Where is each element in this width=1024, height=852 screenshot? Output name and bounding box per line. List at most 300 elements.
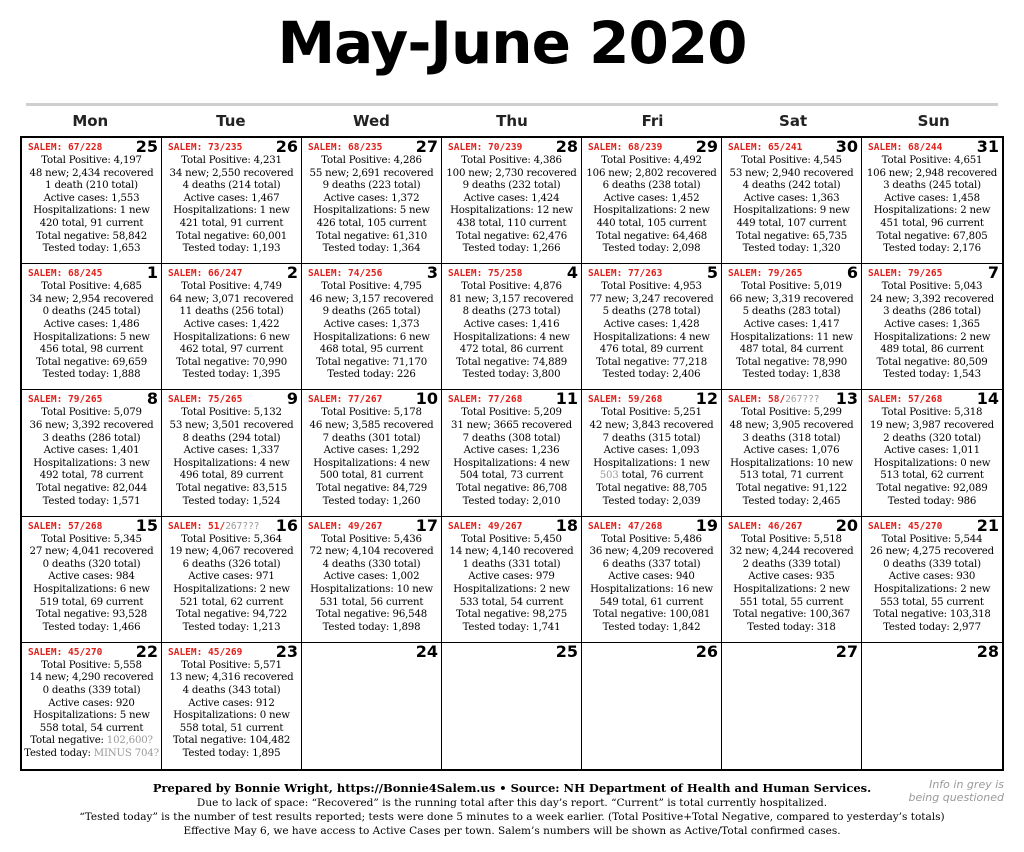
calendar-day-cell (302, 138, 442, 264)
stat-line: 14 new; 4,140 recovered (449, 546, 574, 558)
day-stats (862, 534, 1002, 635)
stat-line: 42 new; 3,843 recovered (589, 419, 714, 431)
stat-line: 11 deaths (256 total) (179, 306, 284, 318)
stat-line: 55 new; 2,691 recovered (309, 167, 434, 179)
day-number: 1 (146, 264, 158, 283)
day-stats (302, 407, 441, 508)
grey-note-line-1: Info in grey is (929, 778, 1004, 791)
salem-cases-text: SALEM: 79/265 (28, 394, 103, 406)
stat-line: 8 deaths (294 total) (182, 432, 281, 444)
day-stats (722, 155, 861, 256)
stat-line: Hospitalizations: 0 new (873, 457, 991, 469)
calendar-day-cell (442, 643, 582, 769)
stat-line: Hospitalizations: 4 new (173, 457, 290, 469)
stat-line: Hospitalizations: 5 new (33, 710, 150, 722)
stat-line: Tested today: 2,098 (602, 243, 701, 255)
day-number: 28 (976, 642, 999, 661)
salem-cases-text: SALEM: 45/269 (168, 646, 243, 658)
salem-cases-text: SALEM: 77/267 (308, 394, 383, 406)
stat-line: Total negative: 60,001 (175, 230, 288, 242)
day-number: 5 (706, 264, 718, 283)
day-stats (862, 155, 1002, 256)
stat-line: Active cases: 971 (188, 571, 275, 583)
calendar-day-cell (862, 517, 1002, 643)
salem-cases (308, 268, 382, 280)
day-stats (302, 534, 441, 635)
stat-line: 19 new; 4,067 recovered (169, 546, 294, 558)
stat-line: Hospitalizations: 4 new (453, 457, 570, 469)
stat-line: Tested today: 1,838 (742, 369, 841, 381)
stat-line: 9 deaths (232 total) (462, 180, 561, 192)
calendar-day-cell (22, 643, 162, 769)
stat-line: 533 total, 54 current (459, 596, 564, 608)
stat-line: 48 new; 2,434 recovered (29, 167, 154, 179)
calendar-day-cell (162, 643, 302, 769)
stat-line: Tested today: 1,364 (322, 243, 421, 255)
stat-line: 468 total, 95 current (319, 344, 424, 356)
salem-cases-text: SALEM: 57/268 (868, 394, 943, 406)
day-number: 19 (695, 516, 718, 535)
stat-line: Total Positive: 5,571 (181, 659, 282, 671)
stat-line: Active cases: 1,467 (183, 192, 280, 204)
salem-questioned-total: 267??? (225, 520, 260, 532)
day-stats (722, 407, 861, 508)
day-stats (582, 407, 721, 508)
salem-cases (28, 521, 102, 533)
stat-line: Tested today: 2,039 (602, 495, 701, 507)
day-number: 17 (415, 516, 438, 535)
stat-line: 6 deaths (326 total) (182, 558, 281, 570)
stat-line: 449 total, 107 current (736, 217, 847, 229)
stat-line: Active cases: 1,553 (43, 192, 140, 204)
stat-line: Total Positive: 5,209 (461, 407, 562, 419)
stat-line: Hospitalizations: 2 new (593, 205, 710, 217)
stat-line: 46 new; 3,585 recovered (309, 419, 434, 431)
stat-line: 34 new; 2,550 recovered (169, 167, 294, 179)
stat-line: Hospitalizations: 2 new (733, 583, 850, 595)
stat-line: Hospitalizations: 6 new (33, 583, 150, 595)
day-number: 10 (415, 390, 438, 409)
stat-line: 13 new; 4,316 recovered (169, 672, 294, 684)
stat-line: Total Positive: 4,795 (321, 281, 422, 293)
day-number: 13 (835, 390, 858, 409)
salem-cases (448, 394, 522, 406)
stat-line: 77 new; 3,247 recovered (589, 293, 714, 305)
stat-line: Tested today: MINUS 704? (24, 747, 159, 759)
day-number: 20 (835, 516, 858, 535)
salem-cases (168, 521, 260, 533)
stat-line: 6 deaths (337 total) (602, 558, 701, 570)
stat-line: Tested today: 1,898 (322, 621, 421, 633)
salem-cases-text: SALEM: 49/267 (308, 520, 383, 532)
stat-line: Tested today: 1,571 (42, 495, 141, 507)
stat-line: 503 total, 76 current (599, 470, 704, 482)
day-stats (582, 155, 721, 256)
stat-line: Hospitalizations: 2 new (173, 583, 290, 595)
stat-line: 549 total, 61 current (599, 596, 704, 608)
stat-line: Total negative: 62,476 (455, 230, 568, 242)
stat-line: 4 deaths (242 total) (742, 180, 841, 192)
day-number: 15 (135, 516, 158, 535)
salem-cases-text: SALEM: 59/268 (588, 394, 663, 406)
stat-line: 9 deaths (265 total) (322, 306, 421, 318)
stat-line: 2 deaths (339 total) (742, 558, 841, 570)
stat-line: 476 total, 89 current (599, 344, 704, 356)
title-divider (26, 103, 998, 106)
stat-line: 4 deaths (330 total) (322, 558, 421, 570)
day-number: 14 (976, 390, 999, 409)
salem-cases (728, 142, 802, 154)
stat-line: Active cases: 1,373 (323, 318, 420, 330)
stat-line: 0 deaths (339 total) (883, 558, 981, 570)
stat-line: 0 deaths (320 total) (42, 558, 141, 570)
salem-cases-text: SALEM: 68/235 (308, 142, 383, 153)
salem-cases-text: SALEM: 73/235 (168, 142, 243, 153)
day-header-tue: Tue (216, 112, 246, 130)
stat-line: Total Positive: 4,545 (741, 155, 842, 166)
stat-line: Tested today: 2,010 (462, 495, 561, 507)
stat-line: Total Positive: 4,953 (601, 281, 702, 293)
day-number: 25 (135, 138, 158, 156)
stat-line: Tested today: 1,320 (742, 243, 841, 255)
calendar-day-cell (582, 138, 722, 264)
day-number: 23 (275, 642, 298, 661)
stat-line: 8 deaths (273 total) (462, 306, 561, 318)
stat-line: Total Positive: 5,079 (41, 407, 142, 419)
stat-line: 420 total, 91 current (39, 217, 144, 229)
stat-line: Total negative: 103,318 (873, 609, 991, 621)
salem-cases-text: SALEM: 45/270 (28, 646, 103, 658)
day-stats (22, 155, 161, 256)
calendar-day-cell (22, 138, 162, 264)
stat-line: Tested today: 2,977 (883, 621, 981, 633)
stat-line: Tested today: 986 (887, 495, 977, 507)
stat-line: 504 total, 73 current (459, 470, 564, 482)
stat-line: 36 new; 3,392 recovered (29, 419, 154, 431)
questioned-value: MINUS 704? (93, 747, 159, 759)
stat-line: Active cases: 1,076 (743, 445, 840, 457)
salem-cases-text: SALEM: 79/265 (868, 268, 943, 280)
salem-cases (868, 394, 942, 406)
stat-line: Active cases: 984 (48, 571, 135, 583)
stat-line: 558 total, 54 current (39, 722, 144, 734)
stat-line: Total Positive: 5,178 (321, 407, 422, 419)
stat-line: 4 deaths (343 total) (182, 684, 281, 696)
stat-line: Hospitalizations: 4 new (593, 331, 710, 343)
day-number: 27 (835, 642, 858, 661)
stat-line: 492 total, 78 current (39, 470, 144, 482)
stat-line: Hospitalizations: 1 new (593, 457, 710, 469)
day-number: 11 (555, 390, 578, 409)
stat-line: 19 new; 3,987 recovered (870, 419, 994, 431)
day-header-fri: Fri (641, 112, 664, 130)
stat-line: 440 total, 105 current (596, 217, 707, 229)
stat-line: Active cases: 1,236 (463, 445, 560, 457)
day-header-row (20, 112, 1004, 130)
stat-line: Tested today: 2,465 (742, 495, 841, 507)
calendar-day-cell (862, 138, 1002, 264)
stat-line: Hospitalizations: 2 new (873, 205, 991, 217)
day-number: 16 (275, 516, 298, 535)
stat-line: 106 new; 2,948 recovered (866, 167, 998, 179)
salem-cases (308, 394, 382, 406)
calendar-day-cell (722, 264, 862, 390)
salem-cases (728, 521, 802, 533)
stat-line: Active cases: 920 (48, 697, 135, 709)
day-header-wed: Wed (352, 112, 390, 130)
calendar-day-cell (162, 138, 302, 264)
salem-cases-text: SALEM: 79/265 (728, 268, 803, 280)
stat-line: 81 new; 3,157 recovered (449, 293, 574, 305)
stat-line: Total negative: 93,528 (35, 609, 148, 621)
stat-line: Tested today: 1,653 (42, 243, 141, 255)
day-number: 8 (146, 390, 158, 409)
salem-cases-text: SALEM: 70/239 (448, 142, 523, 153)
calendar-day-cell (302, 390, 442, 516)
day-number: 18 (555, 516, 578, 535)
day-stats (162, 281, 301, 382)
stat-line: Total Positive: 5,544 (881, 533, 983, 545)
stat-line: Hospitalizations: 4 new (453, 331, 570, 343)
stat-line: Hospitalizations: 9 new (733, 205, 850, 217)
day-number: 24 (415, 642, 438, 661)
salem-cases-text: SALEM: 75/258 (448, 268, 523, 280)
day-stats (162, 155, 301, 256)
stat-line: 513 total, 62 current (880, 470, 984, 482)
stat-line: Total Positive: 4,197 (41, 155, 142, 166)
calendar-day-cell (862, 264, 1002, 390)
grey-info-note (908, 778, 1004, 804)
salem-cases-text: SALEM: 65/241 (728, 142, 803, 153)
stat-line: Active cases: 1,452 (603, 192, 700, 204)
stat-line: 6 deaths (238 total) (602, 180, 701, 192)
salem-cases (308, 142, 382, 154)
stat-line: Total negative: 67,805 (876, 230, 988, 242)
day-number: 2 (286, 264, 298, 283)
stat-line: 46 new; 3,157 recovered (309, 293, 434, 305)
stat-line: Tested today: 1,193 (182, 243, 281, 255)
stat-line: 3 deaths (245 total) (883, 180, 981, 192)
calendar-day-cell (22, 517, 162, 643)
stat-line: 4 deaths (214 total) (182, 180, 281, 192)
questioned-value: 102,600? (106, 735, 153, 747)
salem-cases (168, 268, 242, 280)
stat-line: Total negative: 58,842 (35, 230, 148, 242)
calendar-day-cell (302, 517, 442, 643)
stat-line: 451 total, 96 current (880, 217, 984, 229)
stat-line: Total negative: 77,218 (595, 356, 708, 368)
stat-line: 462 total, 97 current (179, 344, 284, 356)
stat-line: 3 deaths (318 total) (742, 432, 841, 444)
stat-line: Hospitalizations: 6 new (173, 331, 290, 343)
stat-line: Total negative: 74,889 (455, 356, 568, 368)
day-header-sat: Sat (779, 112, 808, 130)
stat-line: Active cases: 1,011 (884, 445, 980, 457)
day-stats (302, 281, 441, 382)
salem-cases (168, 142, 242, 154)
calendar-day-cell (442, 138, 582, 264)
calendar-grid (20, 136, 1004, 771)
calendar-day-cell (722, 138, 862, 264)
calendar-day-cell (22, 390, 162, 516)
day-number: 22 (135, 642, 158, 661)
salem-cases-text: SALEM: 47/268 (588, 520, 663, 532)
salem-cases-text: SALEM: 68/239 (588, 142, 663, 153)
day-number: 7 (987, 264, 999, 283)
stat-line: Tested today: 1,895 (182, 747, 281, 759)
stat-line: Total Positive: 4,492 (601, 155, 702, 166)
stat-line: 487 total, 84 current (739, 344, 844, 356)
stat-line: 1 death (210 total) (45, 180, 138, 192)
calendar-day-cell (722, 517, 862, 643)
grey-note-line-2: being questioned (908, 791, 1004, 804)
salem-cases (728, 394, 820, 406)
stat-line: Total negative: 64,468 (595, 230, 708, 242)
stat-line: Tested today: 1,466 (42, 621, 141, 633)
stat-line: Hospitalizations: 10 new (310, 583, 433, 595)
stat-line: Hospitalizations: 2 new (873, 583, 991, 595)
day-stats (582, 281, 721, 382)
stat-line: 64 new; 3,071 recovered (169, 293, 294, 305)
stat-line: Tested today: 2,406 (602, 369, 701, 381)
day-stats (162, 660, 301, 761)
stat-line: Total Positive: 5,518 (741, 533, 842, 545)
salem-cases (588, 142, 662, 154)
salem-cases (28, 142, 102, 154)
stat-line: Total negative: 83,515 (175, 482, 288, 494)
salem-cases-text: SALEM: 58/ (728, 394, 786, 406)
day-stats (442, 281, 581, 382)
stat-line: 456 total, 98 current (39, 344, 144, 356)
salem-cases-text: SALEM: 45/270 (868, 520, 943, 532)
stat-line: Active cases: 1,401 (43, 445, 140, 457)
stat-line: 66 new; 3,319 recovered (729, 293, 854, 305)
stat-line: Tested today: 1,260 (322, 495, 421, 507)
stat-line: Active cases: 912 (188, 697, 275, 709)
stat-line: Total Positive: 5,345 (41, 533, 142, 545)
calendar-day-cell (442, 517, 582, 643)
calendar-day-cell (582, 390, 722, 516)
day-number: 21 (976, 516, 999, 535)
salem-cases-text: SALEM: 46/267 (728, 520, 803, 532)
salem-cases (868, 521, 942, 533)
stat-line: Tested today: 1,395 (182, 369, 281, 381)
stat-line: Hospitalizations: 10 new (730, 457, 853, 469)
credit-line: Prepared by Bonnie Wright, https://Bonnie4Salem.us • Source: NH Department of Health and Human Services. (152, 781, 872, 795)
day-number: 26 (695, 642, 718, 661)
stat-line: Total negative: 71,170 (315, 356, 428, 368)
stat-line: Total negative: 82,044 (35, 482, 148, 494)
calendar-day-cell (442, 264, 582, 390)
stat-line: 519 total, 69 current (39, 596, 144, 608)
stat-line: 26 new; 4,275 recovered (870, 546, 994, 558)
stat-line: 1 deaths (331 total) (462, 558, 561, 570)
salem-cases-text: SALEM: 75/265 (168, 394, 243, 406)
day-stats (162, 407, 301, 508)
stat-line: Active cases: 1,292 (323, 445, 420, 457)
day-stats (22, 281, 161, 382)
salem-cases-text: SALEM: 49/267 (448, 520, 523, 532)
salem-cases-text: SALEM: 57/268 (28, 520, 103, 532)
stat-line: 0 deaths (339 total) (42, 684, 141, 696)
stat-line: Active cases: 1,002 (323, 571, 420, 583)
stat-line: 2 deaths (320 total) (883, 432, 981, 444)
stat-line: Hospitalizations: 6 new (313, 331, 430, 343)
stat-line: Tested today: 1,213 (182, 621, 281, 633)
calendar-day-cell (582, 264, 722, 390)
salem-cases-text: SALEM: 68/245 (28, 268, 103, 280)
stat-line: Total negative: 69,659 (35, 356, 148, 368)
stat-line: Tested today: 3,800 (462, 369, 561, 381)
stat-line: 72 new; 4,104 recovered (309, 546, 434, 558)
stat-line: 106 new; 2,802 recovered (586, 167, 717, 179)
stat-line: Active cases: 1,372 (323, 192, 420, 204)
stat-line: Total Positive: 5,299 (741, 407, 842, 419)
day-number: 31 (976, 138, 999, 156)
stat-line: Total negative: 91,122 (735, 482, 848, 494)
stat-line: Tested today: 1,543 (883, 369, 981, 381)
calendar-day-cell (302, 643, 442, 769)
stat-line: Active cases: 1,416 (463, 318, 560, 330)
salem-cases (448, 268, 522, 280)
day-header-mon: Mon (72, 112, 109, 130)
calendar-day-cell (722, 643, 862, 769)
stat-line: Hospitalizations: 11 new (730, 331, 853, 343)
stat-line: Total negative: 104,482 (172, 735, 291, 747)
stat-line: 32 new; 4,244 recovered (729, 546, 854, 558)
stat-line: Total Positive: 5,558 (41, 659, 142, 671)
salem-cases (168, 394, 242, 406)
stat-line: Tested today: 1,266 (462, 243, 561, 255)
salem-cases-text: SALEM: 68/244 (868, 142, 943, 153)
calendar-day-cell (582, 517, 722, 643)
stat-line: 31 new; 3665 recovered (451, 419, 572, 431)
stat-line: 14 new; 4,290 recovered (29, 672, 154, 684)
stat-line: 0 deaths (245 total) (42, 306, 141, 318)
stat-line: 489 total, 86 current (880, 344, 984, 356)
stat-line: Total negative: 78,990 (735, 356, 848, 368)
stat-line: 472 total, 86 current (459, 344, 564, 356)
salem-cases (588, 268, 662, 280)
stat-line: 521 total, 62 current (179, 596, 284, 608)
stat-line: Active cases: 1,424 (463, 192, 560, 204)
day-stats (22, 407, 161, 508)
stat-line: 34 new; 2,954 recovered (29, 293, 154, 305)
day-number: 30 (835, 138, 858, 156)
stat-line: Total Positive: 5,486 (601, 533, 702, 545)
stat-line: 531 total, 56 current (319, 596, 424, 608)
salem-cases (28, 268, 102, 280)
stat-line: Active cases: 1,428 (603, 318, 700, 330)
day-number: 28 (555, 138, 578, 156)
stat-line: Hospitalizations: 5 new (313, 205, 430, 217)
stat-line: Total Positive: 4,651 (881, 155, 983, 166)
footnote-tested: “Tested today” is the number of test results reported; tests were done 5 minutes to a week earlier. (Total Positive+Total Negative, compared to yesterday’s totals) (79, 811, 945, 823)
salem-cases-text: SALEM: 74/256 (308, 268, 383, 280)
stat-line: Hospitalizations: 3 new (33, 457, 150, 469)
stat-line: Total Positive: 4,386 (461, 155, 562, 166)
stat-line: Total Positive: 4,286 (321, 155, 422, 166)
stat-line: 421 total, 91 current (179, 217, 284, 229)
calendar-day-cell (442, 390, 582, 516)
stat-line: 53 new; 2,940 recovered (729, 167, 854, 179)
day-number: 25 (555, 642, 578, 661)
salem-cases-text: SALEM: 66/247 (168, 268, 243, 280)
calendar-day-cell (582, 643, 722, 769)
salem-cases-text: SALEM: 51/ (168, 520, 226, 532)
stat-line: Hospitalizations: 2 new (453, 583, 570, 595)
calendar-day-cell (862, 643, 1002, 769)
